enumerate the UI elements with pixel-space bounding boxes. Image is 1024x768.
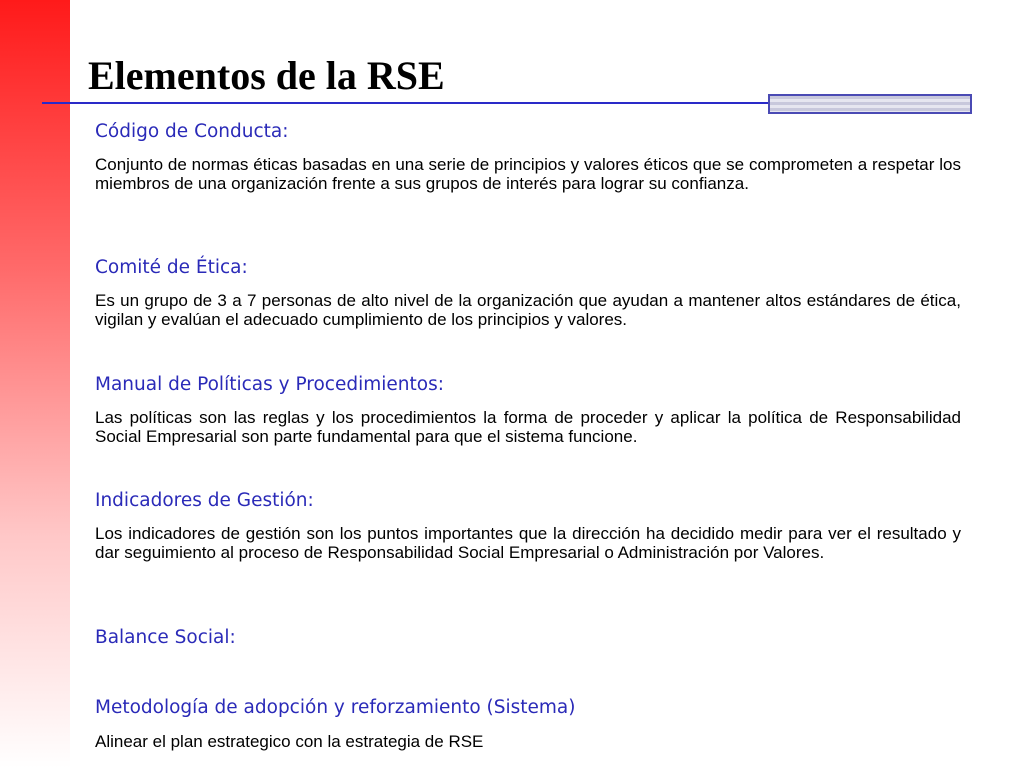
section-body-comite-de-etica: Es un grupo de 3 a 7 personas de alto nivel de la organización que ayudan a mantener altos estándares de ética, vigilan y evalúan el adecuado cumplimiento de los principios y valores. xyxy=(95,291,961,330)
section-heading-comite-de-etica: Comité de Ética: xyxy=(95,257,248,278)
section-heading-metodologia: Metodología de adopción y reforzamiento (Sistema) xyxy=(95,697,576,718)
section-heading-balance-social: Balance Social: xyxy=(95,627,236,648)
section-heading-codigo-de-conducta: Código de Conducta: xyxy=(95,121,289,142)
section-body-indicadores-de-gestion: Los indicadores de gestión son los puntos importantes que la dirección ha decidido medir para ver el resultado y dar seguimiento al proceso de Responsabilidad Social Empresarial o Administración por Valores. xyxy=(95,524,961,563)
section-body-codigo-de-conducta: Conjunto de normas éticas basadas en una serie de principios y valores éticos que se comprometen a respetar los miembros de una organización frente a sus grupos de interés para lograr su confianza. xyxy=(95,155,961,194)
red-gradient-side-bar xyxy=(0,0,70,768)
section-body-manual-de-politicas: Las políticas son las reglas y los procedimientos la forma de proceder y aplicar la política de Responsabilidad Social Empresarial son parte fundamental para que el sistema funcione. xyxy=(95,408,961,447)
section-heading-indicadores-de-gestion: Indicadores de Gestión: xyxy=(95,490,314,511)
section-heading-manual-de-politicas: Manual de Políticas y Procedimientos: xyxy=(95,374,444,395)
decorative-striped-box xyxy=(768,94,972,114)
section-body-metodologia: Alinear el plan estrategico con la estrategia de RSE xyxy=(95,732,484,751)
slide-title: Elementos de la RSE xyxy=(88,53,445,98)
